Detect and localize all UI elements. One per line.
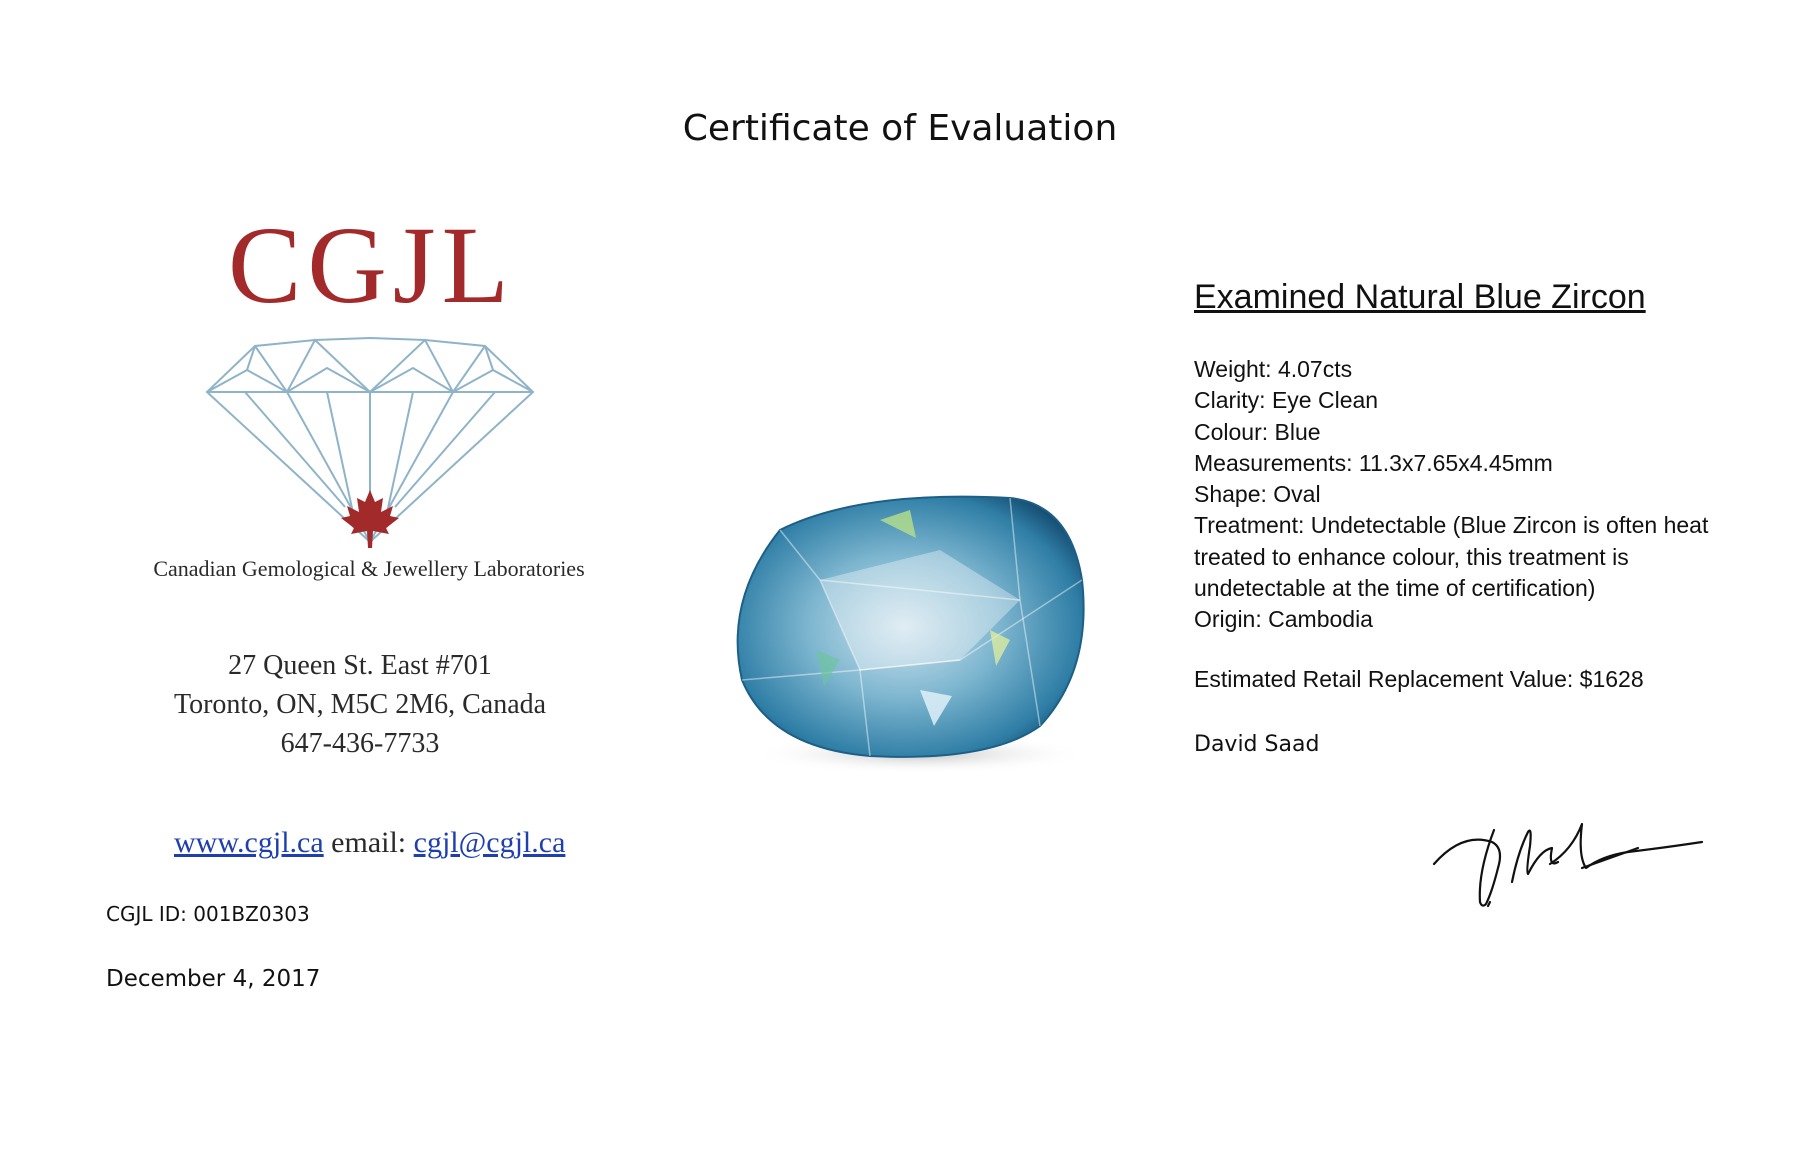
- blue-zircon-gem-image: [720, 490, 1100, 780]
- certificate-date: December 4, 2017: [106, 966, 321, 992]
- detail-clarity: Clarity: Eye Clean: [1194, 387, 1379, 414]
- address-line-1: 27 Queen St. East #701: [228, 650, 492, 681]
- detail-treatment: Treatment: Undetectable (Blue Zircon is often heat treated to enhance colour, this treatment is undetectable at the time of certification): [1194, 512, 1709, 602]
- certificate-id: CGJL ID: 001BZ0303: [106, 902, 310, 926]
- detail-colour: Colour: Blue: [1194, 418, 1321, 445]
- gem-details: [1194, 354, 1714, 636]
- cgjl-logo-text: CGJL: [228, 204, 515, 326]
- detail-shape: Shape: Oval: [1194, 481, 1321, 508]
- phone-number: 647-436-7733: [280, 728, 440, 759]
- gem-heading: Examined Natural Blue Zircon: [1194, 278, 1646, 316]
- website-link[interactable]: www.cgjl.ca: [174, 826, 324, 859]
- signer-name: David Saad: [1194, 732, 1320, 757]
- diamond-logo-icon: [205, 332, 535, 552]
- contact-line: [174, 826, 565, 860]
- detail-weight: Weight: 4.07cts: [1194, 356, 1353, 382]
- signature-icon: [1432, 812, 1712, 912]
- detail-measurements: Measurements: 11.3x7.65x4.45mm: [1194, 449, 1553, 476]
- certificate-title: Certificate of Evaluation: [682, 108, 1118, 149]
- detail-origin: Origin: Cambodia: [1194, 606, 1373, 633]
- retail-value: Estimated Retail Replacement Value: $1628: [1194, 666, 1644, 692]
- email-label: email:: [331, 826, 407, 859]
- address-line-2: Toronto, ON, M5C 2M6, Canada: [173, 689, 547, 720]
- lab-address: [140, 646, 580, 763]
- lab-name: Canadian Gemological & Jewellery Laboratories: [153, 556, 585, 581]
- email-link[interactable]: cgjl@cgjl.ca: [413, 826, 566, 859]
